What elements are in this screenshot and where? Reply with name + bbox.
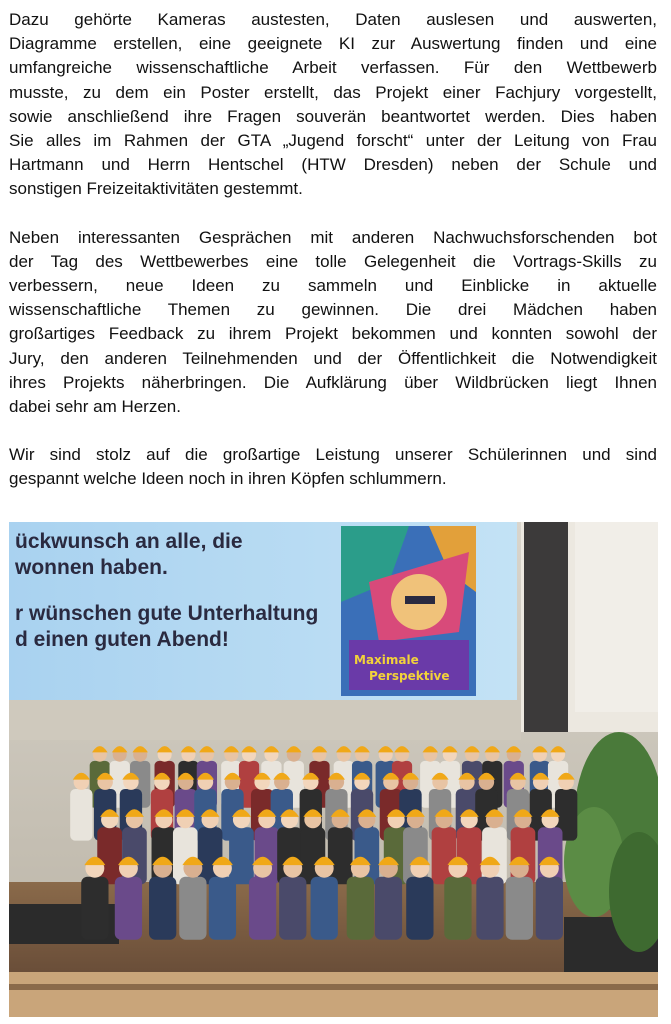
text-line: musste, zu dem ein Poster erstellt, das Projekt einer Fachjury vorgestellt, — [9, 82, 657, 102]
paragraph-2 — [9, 226, 657, 420]
screen-text-line: ückwunsch an alle, die — [15, 530, 243, 553]
wall-strip — [9, 700, 521, 740]
text-line: Sie alles im Rahmen der GTA „Jugend forscht“ unter der Leitung von Frau — [9, 131, 657, 151]
article-body — [9, 8, 657, 516]
text-line: ihres Projekts näherbringen. Die Aufklärung über Wildbrücken liegt Ihnen — [9, 372, 657, 392]
text-line: Jury, den anderen Teilnehmenden und der Öffentlichkeit die Notwendigkeit — [9, 348, 657, 368]
text-line: dabei sehr am Herzen. — [9, 397, 181, 417]
text-line: Neben interessanten Gesprächen mit anderen Nachwuchsforschenden bot — [9, 227, 657, 247]
paragraph-3 — [9, 443, 657, 491]
text-line: großartiges Feedback zu ihrem Projekt bekommen und konnten sowohl der — [9, 324, 657, 344]
text-line: Hartmann und Herrn Hentschel (HTW Dresden) neben der Schule und — [9, 155, 657, 175]
text-line: sowie anschließend ihre Fragen souverän beantwortet werden. Dies haben — [9, 106, 657, 126]
screen-text-line: d einen guten Abend! — [15, 628, 229, 651]
wall-panel-light — [575, 522, 658, 712]
screen-text-line: wonnen haben. — [15, 556, 168, 579]
dark-panel — [524, 522, 568, 732]
seating-rail — [9, 984, 658, 990]
group-photo — [9, 522, 658, 1017]
text-line: verbessern, neue Ideen zu sammeln und Einblicke in aktuelle — [9, 276, 657, 296]
text-line: wissenschaftliche Themen zu gewinnen. Die drei Mädchen haben — [9, 300, 657, 320]
event-poster — [341, 526, 476, 696]
text-line: umfangreiche wissenschaftliche Arbeit verfassen. Für den Wettbewerb — [9, 58, 657, 78]
screen-text-line: r wünschen gute Unterhaltung — [15, 602, 319, 625]
poster-title-line: Maximale — [354, 653, 419, 667]
text-line: Diagramme erstellen, eine geeignete KI zur Auswertung finden und eine — [9, 34, 657, 54]
text-line: Wir sind stolz auf die großartige Leistung unserer Schülerinnen und sind — [9, 445, 657, 465]
text-line: sonstigen Freizeitaktivitäten gestemmt. — [9, 179, 303, 199]
text-line: Dazu gehörte Kameras austesten, Daten auslesen und auswerten, — [9, 10, 657, 29]
seating-row — [9, 972, 658, 1017]
text-line: der Tag des Wettbewerbes eine tolle Gelegenheit die Vortrags-Skills zu — [9, 251, 657, 271]
paragraph-1 — [9, 8, 657, 202]
group-photo-illustration — [9, 522, 658, 1017]
poster-title-line: Perspektive — [369, 669, 450, 683]
text-line: gespannt welche Ideen noch in ihren Köpfen schlummern. — [9, 469, 447, 489]
